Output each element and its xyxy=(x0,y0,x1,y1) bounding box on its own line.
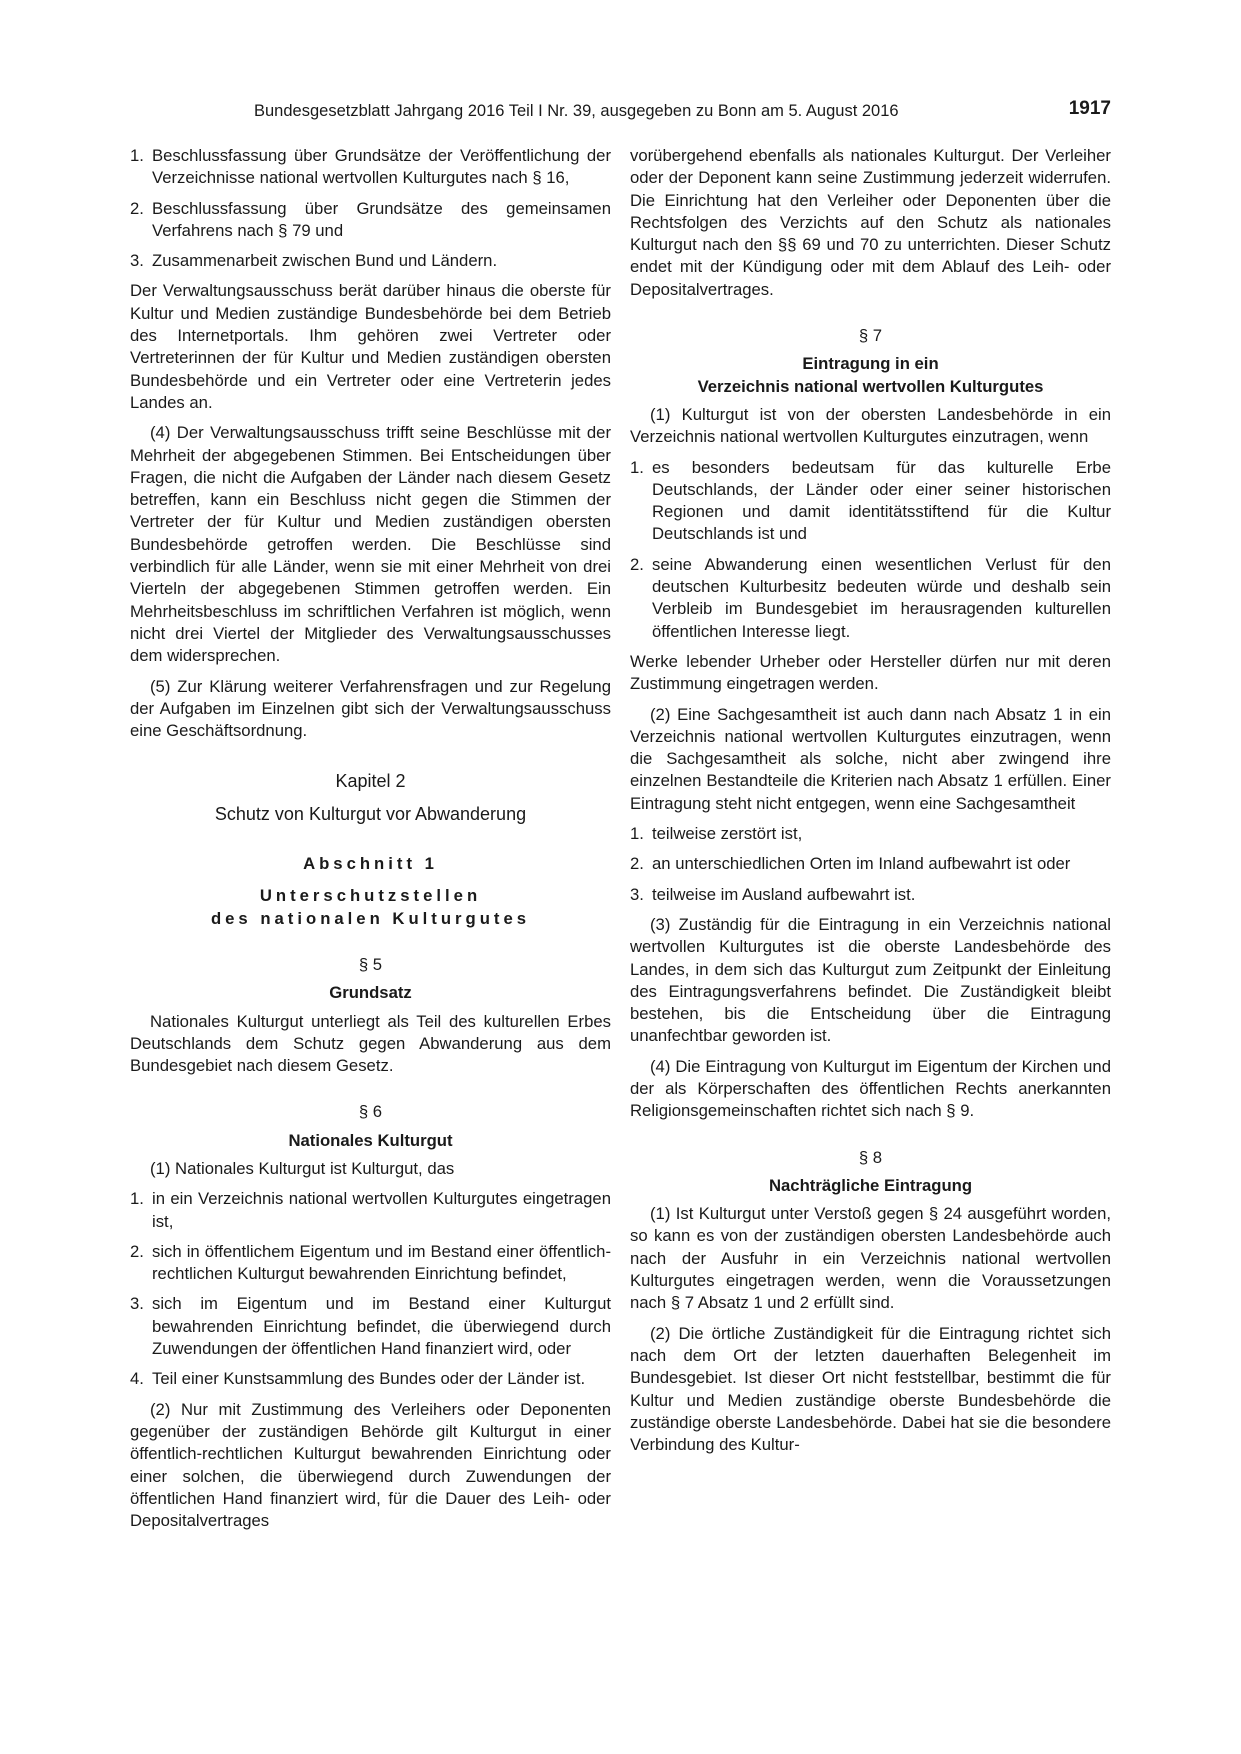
section-6-list xyxy=(130,1188,611,1390)
chapter-heading xyxy=(130,770,611,825)
section-6-title: Nationales Kulturgut xyxy=(288,1130,453,1150)
list-item: 2. Beschlussfassung über Grundsätze des gemeinsamen Verfahrens nach § 79 und xyxy=(130,198,611,240)
section-8-paragraph-2: (2) Die örtliche Zuständigkeit für die Eintragung richtet sich nach dem Ort der letzten dauerhaften Belegenheit im Bundesgebiet. Ist dieser Ort nicht feststellbar, bestimmt die für Kultur und Medien zuständige oberste Bundesbehörde die zuständige oberste Landesbehörde. Dabei hat sie die besondere Verbindung des Kultur- xyxy=(630,1323,1111,1455)
list-1 xyxy=(130,145,611,272)
section-label: Abschnitt 1 xyxy=(303,854,438,874)
section-7-paragraph-4: (4) Die Eintragung von Kulturgut im Eigentum der Kirchen und der als Körperschaften des öffentlichen Rechts anerkannten Religionsgemeinschaften richtet sich nach § 9. xyxy=(630,1056,1111,1121)
list-item: 3. teilweise im Ausland aufbewahrt ist. xyxy=(630,884,916,904)
page-number: 1917 xyxy=(1068,98,1111,119)
list-item: 1. es besonders bedeutsam für das kulturelle Erbe Deutschlands, der Länder oder einer seiner historischen Regionen und damit identitätsstiftend für die Kultur Deutschlands ist und xyxy=(630,457,1111,544)
section-7-list-2 xyxy=(630,823,1111,906)
header-title: Bundesgesetzblatt Jahrgang 2016 Teil I Nr. 39, ausgegeben zu Bonn am 5. August 2016 xyxy=(254,102,899,120)
section-6-label: § 6 xyxy=(358,1102,383,1122)
section-7-heading xyxy=(630,325,1111,398)
list-item: 2. seine Abwanderung einen wesentlichen Verlust für den deutschen Kulturbesitz bedeuten würde und deshalb sein Verbleib im Bundesgebiet im herausragenden kulturellen öffentlichen Interesse liegt. xyxy=(630,554,1111,641)
list-item: 1. teilweise zerstört ist, xyxy=(630,824,803,844)
section-8-label: § 8 xyxy=(858,1147,883,1167)
section-7-title-line-2: Verzeichnis national wertvollen Kulturgutes xyxy=(697,376,1044,396)
page-header xyxy=(128,98,1111,128)
section-6-paragraph-1: (1) Nationales Kulturgut ist Kulturgut, das xyxy=(150,1158,455,1178)
section-6-paragraph-2: (2) Nur mit Zustimmung des Verleihers oder Deponenten gegenüber der zuständigen Behörde gilt Kulturgut in einer öffentlich-rechtlichen Kulturgut bewahrenden Einrichtung oder einer solchen, die überwiegend durch Zuwendungen der öffentlichen Hand finanziert wird, für die Dauer des Leih- oder Depositalvertrages xyxy=(130,1399,611,1531)
section-7-paragraph-1b: Werke lebender Urheber oder Hersteller dürfen nur mit deren Zustimmung eingetragen werden. xyxy=(630,651,1111,694)
paragraph-5: (5) Zur Klärung weiterer Verfahrensfragen und zur Regelung der Aufgaben im Einzelnen gibt sich der Verwaltungsausschuss eine Geschäftsordnung. xyxy=(130,676,611,741)
section-7-paragraph-1: (1) Kulturgut ist von der obersten Landesbehörde in ein Verzeichnis national wertvollen Kulturgutes einzutragen, wenn xyxy=(630,404,1111,447)
section-7-paragraph-3: (3) Zuständig für die Eintragung in ein Verzeichnis national wertvollen Kulturgutes ist die oberste Landesbehörde des Landes, in dem sich das Kulturgut zum Zeitpunkt der Einleitung des Eintragungsverfahrens befindet. Die Zuständigkeit bleibt bestehen, bis die Entscheidung über die Eintragung unanfechtbar geworden ist. xyxy=(630,914,1111,1046)
list-item: 1. in ein Verzeichnis national wertvollen Kulturgutes eingetragen ist, xyxy=(130,1189,611,1231)
list-item: 2. sich in öffentlichem Eigentum und im Bestand einer öffentlich-rechtlichen Kulturgut bewahrenden Einrichtung befindet, xyxy=(130,1241,611,1284)
section-5-title: Grundsatz xyxy=(329,983,412,1003)
right-column xyxy=(630,145,1111,1464)
section-8-title: Nachträgliche Eintragung xyxy=(768,1175,973,1195)
list-item: 3. Zusammenarbeit zwischen Bund und Ländern. xyxy=(130,251,498,271)
section-title-line-1: Unterschutzstellen xyxy=(259,886,482,906)
section-8-heading xyxy=(630,1147,1111,1198)
chapter-label: Kapitel 2 xyxy=(335,771,406,792)
section-title-line-2: des nationalen Kulturgutes xyxy=(210,908,531,928)
paragraph-4: (4) Der Verwaltungsausschuss trifft seine Beschlüsse mit der Mehrheit der abgegebenen Stimmen. Bei Entscheidungen über Fragen, die nicht die Aufgaben der Länder nach diesem Gesetz betreffen, kann ein Beschluss nicht gegen die Stimmen der Vertreter der für Kultur und Medien zuständigen obersten Bundesbehörde getroffen werden. Die Beschlüsse sind verbindlich für alle Länder, wenn sie mit einer Mehrheit von drei Vierteln der abgegebenen Stimmen getroffen werden. Ein Mehrheitsbeschluss im schriftlichen Verfahren ist möglich, wenn nicht drei Viertel der Mitglieder des Verwaltungsausschusses dem widersprechen. xyxy=(130,423,611,666)
list-item: 1. Beschlussfassung über Grundsätze der Veröffentlichung der Verzeichnisse national wertvollen Kulturgutes nach § 16, xyxy=(130,146,611,188)
paragraph-verwaltungsausschuss: Der Verwaltungsausschuss berät darüber hinaus die oberste für Kultur und Medien zuständige Bundesbehörde bei dem Betrieb des Internetportals. Ihm gehören zwei Vertreter oder Vertreterinnen der für Kultur und Medien zuständigen obersten Bundesbehörde und ein Vertreter oder eine Vertreterin jedes Landes an. xyxy=(130,281,611,412)
list-item: 2. an unterschiedlichen Orten im Inland aufbewahrt ist oder xyxy=(630,854,1071,874)
section-7-title-line-1: Eintragung in ein xyxy=(802,354,939,374)
left-column xyxy=(130,145,611,1540)
section-5-text: Nationales Kulturgut unterliegt als Teil des kulturellen Erbes Deutschlands dem Schutz gegen Abwanderung aus dem Bundesgebiet nach diesem Gesetz. xyxy=(130,1011,611,1076)
list-item: 4. Teil einer Kunstsammlung des Bundes oder der Länder ist. xyxy=(130,1369,586,1389)
section-5-heading xyxy=(130,954,611,1005)
chapter-title: Schutz von Kulturgut vor Abwanderung xyxy=(214,803,527,824)
section-5-label: § 5 xyxy=(358,954,383,974)
section-6-heading xyxy=(130,1101,611,1152)
list-item: 3. sich im Eigentum und im Bestand einer Kulturgut bewahrenden Einrichtung befindet, die überwiegend durch Zuwendungen der öffentlichen Hand finanziert wird, oder xyxy=(130,1294,611,1359)
continuation-paragraph: vorübergehend ebenfalls als nationales Kulturgut. Der Verleiher oder der Deponent kann seine Zustimmung jederzeit widerrufen. Die Einrichtung hat den Verleiher oder Deponenten über die Rechtsfolgen des Verzichts auf den Schutz als nationales Kulturgut nach den §§ 69 und 70 zu unterrichten. Dieser Schutz endet mit der Kündigung oder mit dem Ablauf des Leih- oder Depositalvertrages. xyxy=(630,146,1111,299)
section-heading xyxy=(130,853,611,930)
section-8-paragraph-1: (1) Ist Kulturgut unter Verstoß gegen § 24 ausgeführt worden, so kann es von der zuständigen obersten Landesbehörde auch nach der Ausfuhr in ein Verzeichnis national wertvollen Kulturgutes eingetragen werden, wenn die Voraussetzungen nach § 7 Absatz 1 und 2 erfüllt sind. xyxy=(630,1204,1111,1313)
section-7-list-1 xyxy=(630,457,1111,643)
section-7-paragraph-2: (2) Eine Sachgesamtheit ist auch dann nach Absatz 1 in ein Verzeichnis national wertvollen Kulturgutes einzutragen, wenn die Sachgesamtheit als solche, nicht aber zwingend ihre einzelnen Bestandteile die Kriterien nach Absatz 1 erfüllen. Einer Eintragung steht nicht entgegen, wenn eine Sachgesamtheit xyxy=(630,704,1111,813)
section-7-label: § 7 xyxy=(858,326,883,346)
